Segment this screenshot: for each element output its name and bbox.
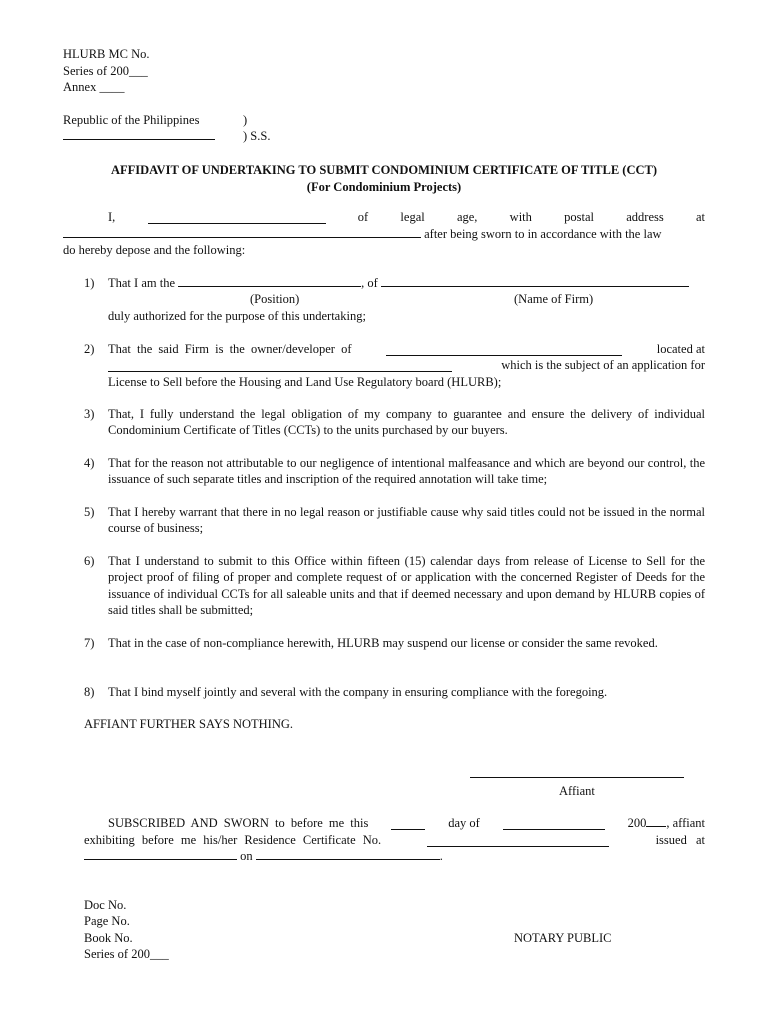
item-5-text: That I hereby warrant that there in no legal reason or justifiable cause why said titles could not be issued in the normal course of business; — [108, 505, 705, 536]
item-2-line-2 — [108, 357, 705, 373]
item-8-text: That I bind myself jointly and several with the company in ensuring compliance with the foregoing. — [108, 685, 608, 699]
item-text: which is the subject of an application for — [501, 358, 705, 372]
affiant-signature-line — [470, 766, 684, 782]
item-number: 7) — [84, 636, 95, 650]
item-4-text: That for the reason not attributable to our negligence of intentional malfeasance and which are beyond our control, the issuance of such separate titles and inscription of the required annotation will take time; — [108, 456, 705, 487]
venue-paren: ) — [243, 113, 248, 127]
intro-word: age, — [456, 210, 478, 224]
venue-blank — [63, 128, 215, 144]
affiant-caption: Affiant — [559, 784, 595, 798]
position-caption: (Position) — [250, 292, 300, 306]
intro-word: at — [695, 210, 705, 224]
ss-mark: ) S.S. — [243, 129, 271, 143]
position-blank — [178, 275, 361, 287]
location-blank — [108, 360, 452, 372]
year-group — [628, 815, 705, 831]
jurat-text: on — [240, 849, 253, 863]
intro-word: with — [509, 210, 532, 224]
name-blank — [148, 212, 326, 224]
hlurb-mc-no: HLURB MC No. — [63, 47, 150, 61]
series-line: Series of 200___ — [63, 64, 148, 78]
affiant-further: AFFIANT FURTHER SAYS NOTHING. — [84, 717, 294, 731]
year-blank — [646, 815, 666, 827]
item-number: 6) — [84, 554, 95, 568]
intro-word: legal — [400, 210, 425, 224]
jurat-line-1 — [84, 815, 705, 831]
notary-series: Series of 200___ — [84, 947, 169, 961]
item-1-line-3: duly authorized for the purpose of this undertaking; — [108, 309, 366, 323]
notary-public-caption: NOTARY PUBLIC — [514, 931, 612, 945]
residence-cert-blank — [427, 835, 609, 847]
intro-line-1 — [63, 209, 705, 225]
jurat-text: . — [439, 849, 443, 863]
intro-word: address — [626, 210, 664, 224]
item-1-line-1 — [108, 275, 689, 291]
jurat-text: exhibiting before me his/her Residence Certificate No. — [84, 833, 382, 847]
item-number: 3) — [84, 407, 95, 421]
affidavit-title: AFFIDAVIT OF UNDERTAKING TO SUBMIT CONDOMINIUM CERTIFICATE OF TITLE (CCT) — [110, 163, 658, 177]
address-blank — [63, 226, 421, 238]
intro-word: I, — [108, 210, 116, 224]
firm-caption: (Name of Firm) — [514, 292, 594, 306]
jurat-line-3 — [84, 848, 443, 864]
item-6-text: That I understand to submit to this Office within fifteen (15) calendar days from release of License to Sell for the project proof of filing of proper and complete request of or application with the concerned Register of Deeds for the issuance of individual CCTs for all saleable units and that if deemed necessary and upon demand by HLURB copies of said titles shall be submitted; — [108, 554, 705, 617]
intro-line-2 — [63, 226, 662, 242]
item-7-text: That in the case of non-compliance herewith, HLURB may suspend our license or consider the same revoked. — [108, 636, 658, 650]
item-text: That I am the — [108, 276, 175, 290]
intro-word: of — [357, 210, 369, 224]
jurat-text: SUBSCRIBED AND SWORN to before me this — [108, 816, 369, 830]
doc-no: Doc No. — [84, 898, 127, 912]
affidavit-subtitle: (For Condominium Projects) — [306, 180, 462, 194]
item-text: located at — [656, 342, 705, 356]
item-number: 8) — [84, 685, 95, 699]
day-blank — [391, 818, 425, 830]
page-no: Page No. — [84, 914, 130, 928]
item-number: 2) — [84, 342, 95, 356]
item-2-line-3: License to Sell before the Housing and Land Use Regulatory board (HLURB); — [108, 375, 502, 389]
place-blank — [84, 848, 237, 860]
item-text: That the said Firm is the owner/developer of — [108, 342, 352, 356]
item-text: , of — [361, 276, 378, 290]
item-number: 4) — [84, 456, 95, 470]
annex-line: Annex ____ — [63, 80, 125, 94]
item-number: 5) — [84, 505, 95, 519]
item-number: 1) — [84, 276, 95, 290]
jurat-line-2 — [84, 832, 705, 848]
intro-tail: after being sworn to in accordance with the law — [424, 227, 662, 241]
project-blank — [386, 344, 622, 356]
intro-word: postal — [564, 210, 594, 224]
jurat-text: issued at — [655, 833, 705, 847]
item-3-text: That, I fully understand the legal obligation of my company to guarantee and ensure the delivery of individual Condominium Certificate of Titles (CCTs) to the units purchased by our buyers. — [108, 407, 705, 438]
republic-line: Republic of the Philippines — [63, 113, 200, 127]
firm-blank — [381, 275, 689, 287]
intro-line-3: do hereby depose and the following: — [63, 243, 246, 257]
jurat-text: , affiant — [666, 816, 705, 830]
month-blank — [503, 818, 605, 830]
book-no: Book No. — [84, 931, 133, 945]
item-2-line-1 — [108, 341, 705, 357]
date-blank — [256, 848, 440, 860]
jurat-text: 200 — [627, 816, 647, 830]
jurat-text: day of — [448, 816, 480, 830]
